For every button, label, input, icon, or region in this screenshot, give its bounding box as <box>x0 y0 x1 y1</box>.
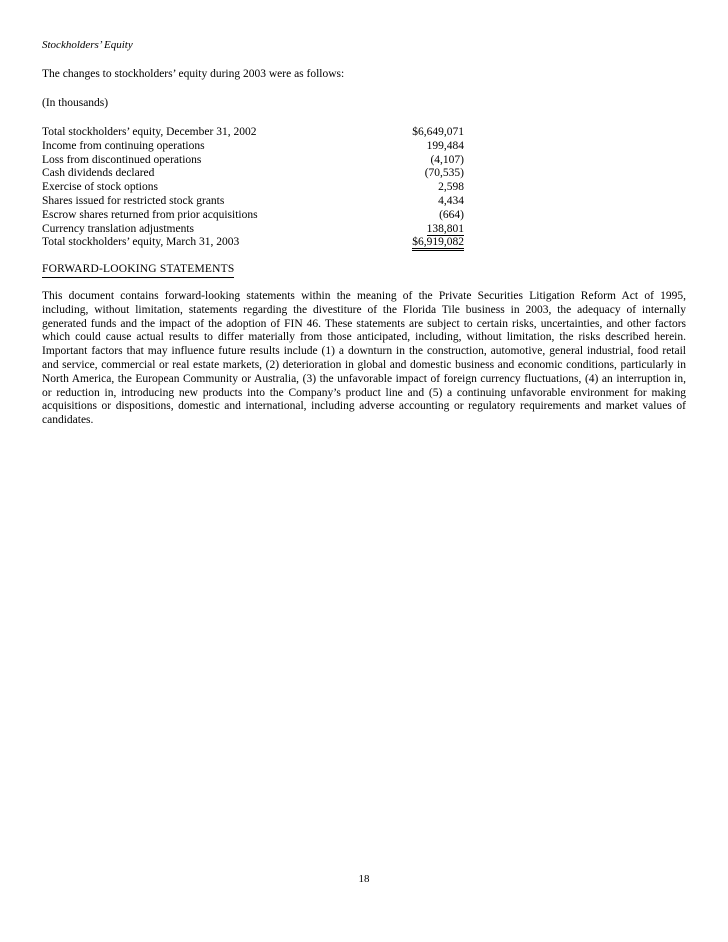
row-value: (664) <box>439 208 464 221</box>
row-label: Escrow shares returned from prior acquisitions <box>42 208 258 221</box>
equity-intro-text: The changes to stockholders’ equity during 2003 were as follows: <box>42 68 345 80</box>
table-row <box>42 195 492 209</box>
row-value-total: $6,919,082 <box>404 236 464 250</box>
row-label: Exercise of stock options <box>42 181 158 194</box>
row-value: 4,434 <box>438 194 464 207</box>
row-label: Total stockholders’ equity, December 31, 2002 <box>42 126 257 138</box>
equity-changes-table <box>42 126 492 250</box>
page-number: 18 <box>358 873 370 885</box>
row-value: (70,535) <box>424 167 464 180</box>
table-row <box>42 236 492 250</box>
stockholders-equity-heading: Stockholders’ Equity <box>42 39 133 51</box>
table-row <box>42 154 492 168</box>
row-label: Total stockholders’ equity, March 31, 2003 <box>42 236 240 249</box>
row-label: Income from continuing operations <box>42 139 205 152</box>
table-row <box>42 223 492 237</box>
row-value: 199,484 <box>426 139 464 152</box>
units-note: (In thousands) <box>42 97 109 109</box>
table-row <box>42 140 492 154</box>
row-label: Loss from discontinued operations <box>42 153 202 166</box>
forward-looking-heading: FORWARD-LOOKING STATEMENTS <box>42 263 234 278</box>
row-label: Currency translation adjustments <box>42 222 195 235</box>
row-label: Shares issued for restricted stock grants <box>42 194 225 207</box>
row-value: (4,107) <box>430 153 464 166</box>
row-value-subtotal: 138,801 <box>426 222 464 235</box>
table-row <box>42 209 492 223</box>
row-value: 2,598 <box>438 181 464 194</box>
row-label: Cash dividends declared <box>42 167 155 180</box>
table-row <box>42 126 492 140</box>
forward-looking-paragraph: This document contains forward-looking statements within the meaning of the Private Securities Litigation Reform Act of 1995, including, without limitation, statements regarding the divestiture of the Florida Tile business in 2003, the adequacy of internally generated funds and the impact of the adoption of FIN 46. These statements are subject to certain risks, uncertainties, and other factors which could cause actual results to differ materially from those anticipated, including, without limitation, the risks described herein. Important factors that may influence future results include (1) a downturn in the construction, automotive, general industrial, food retail and service, commercial or real estate markets, (2) deterioration in global and domestic business and economic conditions, particularly in North America, the European Community or Australia, (3) the unfavorable impact of foreign currency fluctuations, (4) an interruption in, or reduction in, introducing new products into the Company’s product line and (5) a continuing unfavorable environment for making acquisitions or dispositions, domestic and international, including adverse accounting or regulatory requirements and market values of candidates. <box>42 290 686 427</box>
table-row <box>42 167 492 181</box>
table-row <box>42 181 492 195</box>
row-value: $6,649,071 <box>412 126 464 138</box>
